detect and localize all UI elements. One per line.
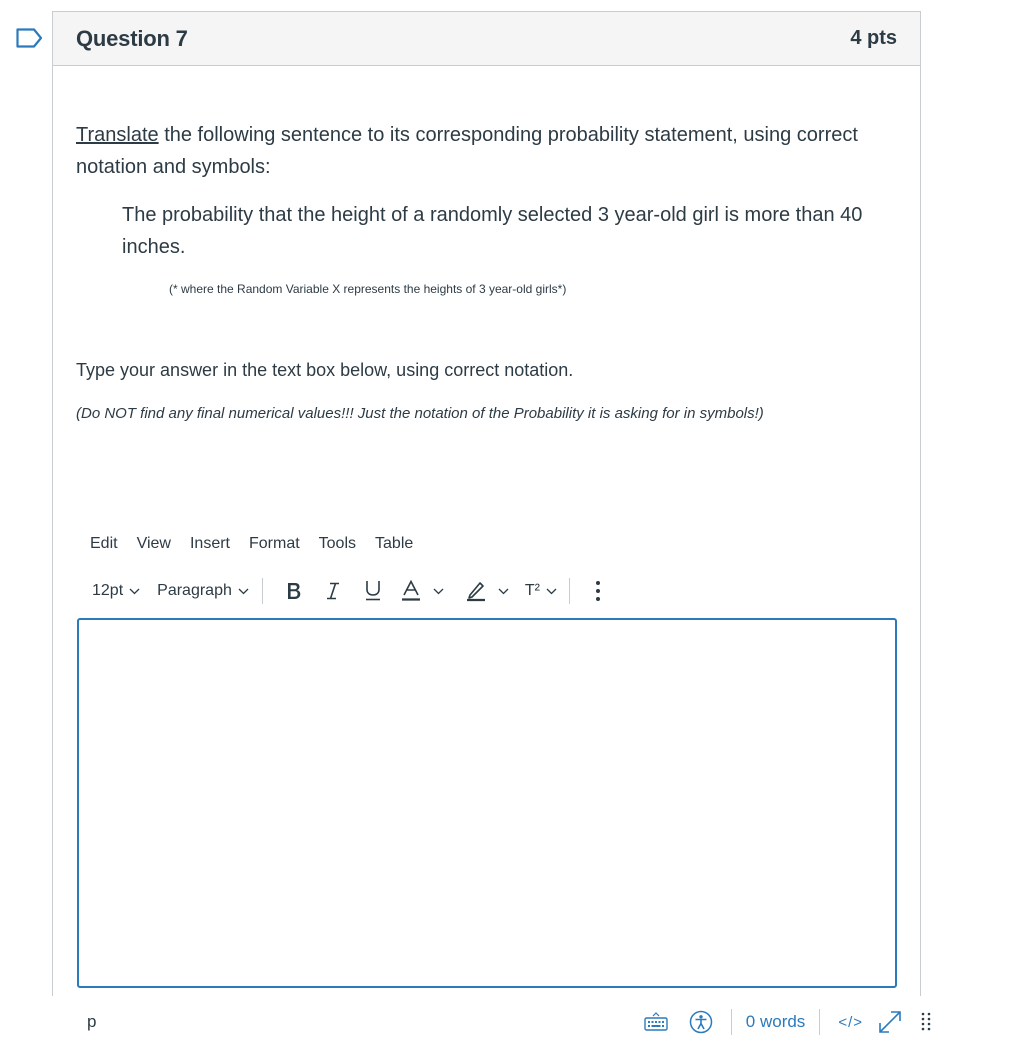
keyboard-shortcuts-button[interactable] (644, 1012, 668, 1032)
translate-term: Translate (76, 124, 159, 146)
statusbar-divider (731, 1009, 732, 1035)
font-size-select[interactable] (92, 582, 140, 600)
prompt-text: the following sentence to its corresponding probability statement, using correct notation and symbols: (76, 124, 858, 178)
probability-sentence: The probability that the height of a randomly selected 3 year-old girl is more than 40 inches. (122, 204, 863, 258)
block-format-value: Paragraph (157, 582, 232, 599)
html-editor-toggle[interactable]: </> (838, 1013, 863, 1031)
italic-button[interactable] (325, 581, 341, 601)
underline-icon (364, 580, 382, 602)
answer-editor[interactable] (77, 618, 897, 988)
statusbar-divider (819, 1009, 820, 1035)
toolbar-divider (569, 578, 570, 604)
fullscreen-button[interactable] (877, 1009, 903, 1035)
chevron-down-icon (238, 588, 249, 595)
italic-icon (325, 581, 341, 601)
chevron-down-icon (546, 588, 557, 595)
bold-icon (285, 581, 303, 601)
chevron-down-icon (498, 588, 509, 595)
flag-question-icon[interactable] (16, 28, 43, 48)
chevron-down-icon (129, 588, 140, 595)
element-path[interactable]: p (87, 1012, 97, 1031)
menu-edit[interactable]: Edit (90, 535, 118, 552)
accessibility-icon (689, 1010, 713, 1034)
question-card (52, 11, 921, 1031)
random-variable-note: (* where the Random Variable X represents the heights of 3 year-old girls*) (169, 282, 567, 296)
drag-handle-icon (921, 1011, 931, 1033)
question-prompt (76, 119, 876, 183)
superscript-label: T² (524, 582, 540, 599)
answer-instruction: Type your answer in the text box below, using correct notation. (76, 360, 574, 380)
highlight-color-button[interactable] (466, 580, 509, 602)
statusbar-tools (644, 1006, 897, 1038)
keyboard-icon (644, 1012, 668, 1032)
menu-format[interactable]: Format (248, 535, 300, 552)
vertical-ellipsis-icon (595, 580, 601, 602)
editor-statusbar (77, 1004, 897, 1040)
notation-warning: (Do NOT find any final numerical values!!! Just the notation of the Probability it is asking for in symbols!) (76, 405, 764, 422)
text-color-icon (401, 580, 421, 602)
menu-tools[interactable]: Tools (318, 535, 357, 552)
superscript-button[interactable] (525, 582, 557, 600)
block-format-select[interactable] (157, 582, 249, 600)
question-header (53, 12, 920, 66)
word-count[interactable]: 0 words (745, 1012, 806, 1031)
font-size-value: 12pt (92, 582, 124, 599)
editor-toolbar (92, 576, 892, 606)
question-title: Question 7 (76, 25, 188, 51)
underline-button[interactable] (364, 580, 382, 602)
editor-menubar (90, 535, 413, 553)
accessibility-checker-button[interactable] (689, 1010, 713, 1034)
toolbar-divider (262, 578, 263, 604)
highlighter-icon (466, 580, 486, 602)
more-options-button[interactable] (595, 580, 601, 602)
question-points: 4 pts (850, 27, 897, 49)
chevron-down-icon (433, 588, 444, 595)
menu-table[interactable]: Table (375, 535, 414, 552)
menu-view[interactable]: View (136, 535, 171, 552)
resize-handle[interactable] (921, 1011, 931, 1033)
text-color-button[interactable] (401, 580, 444, 602)
expand-icon (877, 1009, 903, 1035)
menu-insert[interactable]: Insert (189, 535, 230, 552)
bold-button[interactable] (285, 581, 303, 601)
